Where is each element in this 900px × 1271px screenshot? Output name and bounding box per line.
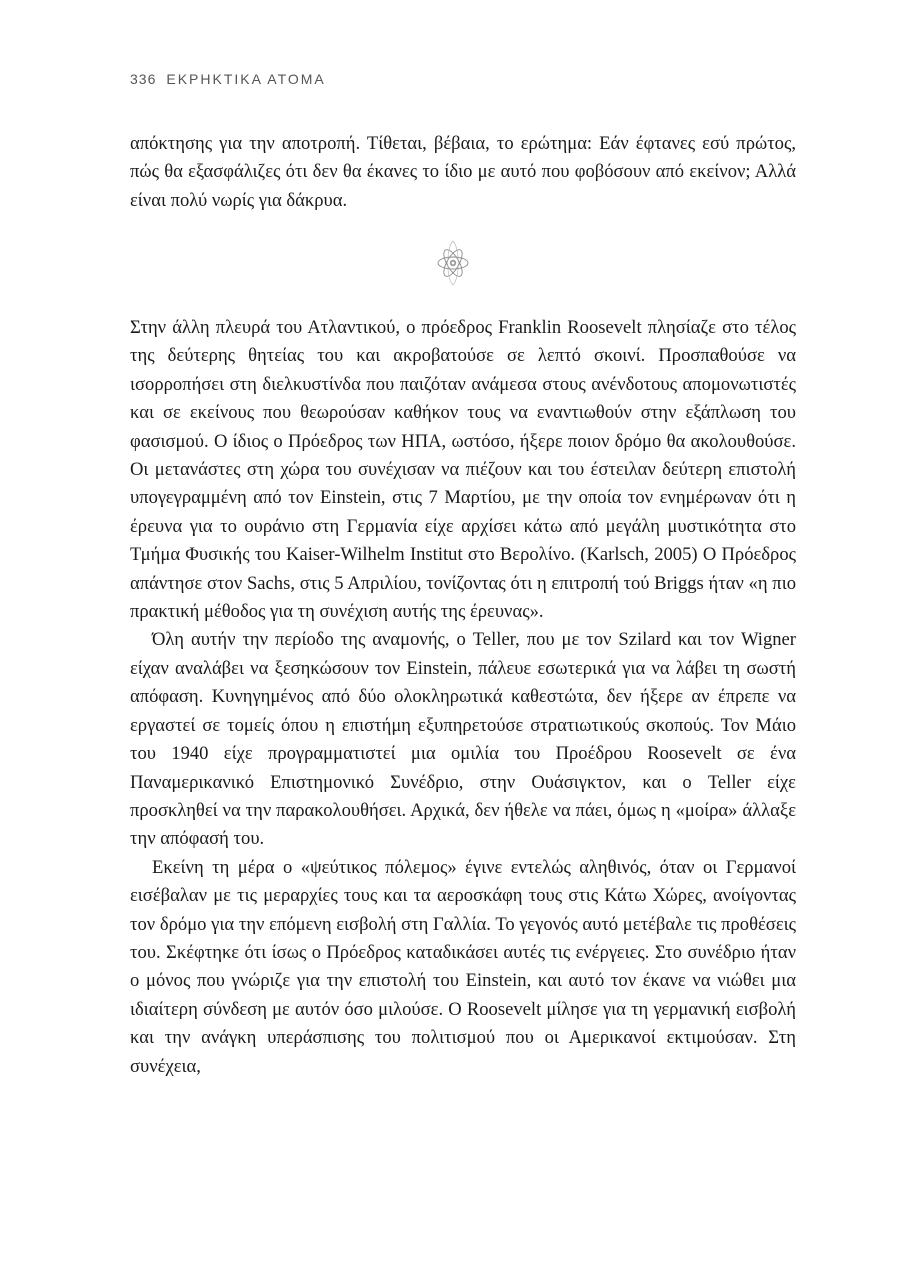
paragraph: Όλη αυτήν την περίοδο της αναμονής, ο Teller, που με τον Szilard και τον Wigner είχαν αναλάβει να ξεσηκώσουν τον Einstein, πάλευε εσωτερικά για να λάβει τη σωστή απόφαση. Κυνηγημένος από δύο ολοκληρωτικά καθεστώτα, δεν ήξερε αν έπρεπε να εργαστεί σε τομείς όπου η επιστήμη εξυπηρετούσε στρατιωτικούς σκοπούς. Τον Μάιο του 1940 είχε προγραμματιστεί μια ομιλία του Προέδρου Roosevelt σε ένα Παναμερικανικό Επιστημονικό Συνέδριο, στην Ουάσιγκτον, και ο Teller είχε προσκληθεί να την παρακολουθήσει. Αρχικά, δεν ήθελε να πάει, όμως η «μοίρα» άλλαξε την απόφασή του. (130, 629, 796, 850)
page-number: 336 (130, 71, 157, 87)
text-section-two (130, 314, 796, 1081)
atom-icon (436, 238, 470, 288)
book-title: ΕΚΡΗΚΤΙΚΑ ΑΤΟΜΑ (166, 71, 326, 87)
paragraph: Στην άλλη πλευρά του Ατλαντικού, ο πρόεδρος Franklin Roosevelt πλησίαζε στο τέλος της δεύτερης θητείας του και ακροβατούσε σε λεπτό σκοινί. Προσπαθούσε να ισορροπήσει στη διελκυστίνδα που παιζόταν ανάμεσα στους ανένδοτους απομονωτιστές και σε εκείνους που θεωρούσαν καθήκον τους να εναντιωθούν στην εξάπλωση του φασισμού. Ο ίδιος ο Πρόεδρος των ΗΠΑ, ωστόσο, ήξερε ποιον δρόμο θα ακολουθούσε. Οι μετανάστες στη χώρα του συνέχισαν να πιέζουν και του έστειλαν δεύτερη επιστολή υπογεγραμμένη από τον Einstein, στις 7 Μαρτίου, με την οποία τον ενημέρωναν ότι η έρευνα για το ουράνιο στη Γερμανία είχε αρχίσει κάτω από μεγάλη μυστικότητα στο Τμήμα Φυσικής του Kaiser-Wilhelm Institut στο Βερολίνο. (Karlsch, 2005) Ο Πρόεδρος απάντησε στον Sachs, στις 5 Απριλίου, τονίζοντας ότι η επιτροπή τού Briggs ήταν «η πιο πρακτική μέθοδος για τη συνέχιση αυτής της έρευνας». (130, 317, 796, 623)
paragraph: Εκείνη τη μέρα ο «ψεύτικος πόλεμος» έγινε εντελώς αληθινός, όταν οι Γερμανοί εισέβαλαν με τις μεραρχίες τους και τα αεροσκάφη τους στις Κάτω Χώρες, ανοίγοντας τον δρόμο για την επόμενη εισβολή στη Γαλλία. Το γεγονός αυτό μετέβαλε τις προθέσεις του. Σκέφτηκε ότι ίσως ο Πρόεδρος καταδικάσει αυτές τις ενέργειες. Στο συνέδριο ήταν ο μόνος που γνώριζε για την επιστολή του Einstein, και αυτό τον έκανε να νιώθει μια ιδιαίτερη σύνδεση με αυτόν όσο μιλούσε. Ο Roosevelt μίλησε για τη γερμανική εισβολή και την ανάγκη υπεράσπισης του πολιτισμού που οι Αμερικανοί εκτιμούσαν. Στη συνέχεια, (130, 856, 796, 1077)
text-section-one (130, 130, 796, 215)
paragraph-continued: απόκτησης για την αποτροπή. Τίθεται, βέβαια, το ερώτημα: Εάν έφτανες εσύ πρώτος, πώς θα εξασφάλιζες ότι δεν θα έκανες το ίδιο με αυτό που φοβόσουν από εκείνον; Αλλά είναι πολύ νωρίς για δάκρυα. (130, 133, 796, 211)
running-header (130, 71, 326, 87)
